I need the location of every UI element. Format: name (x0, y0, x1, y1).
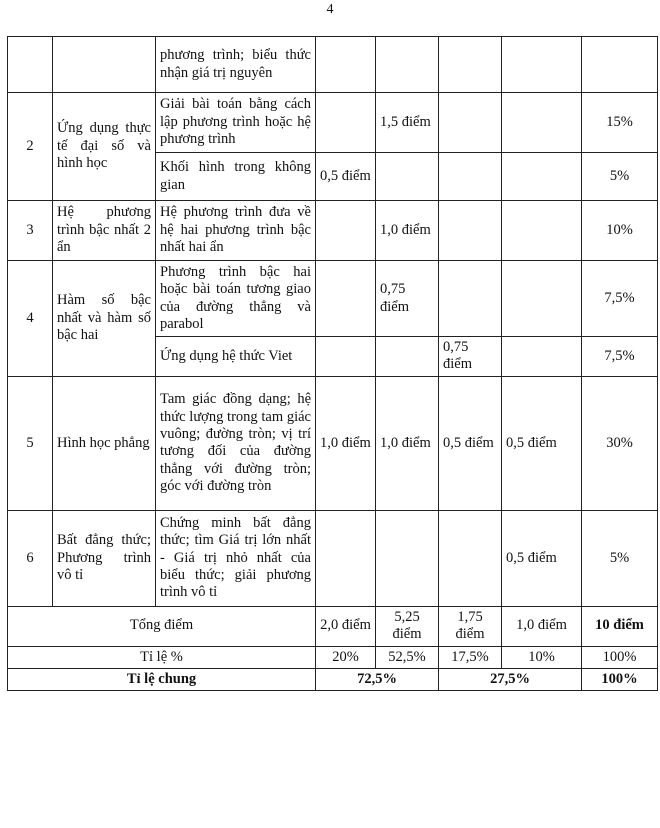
score-cell: 2,0 điểm (316, 606, 376, 646)
table-row (8, 510, 658, 606)
row-topic: phương trình; biểu thức nhận giá trị nguyên (156, 37, 316, 93)
percent-cell: 30% (582, 376, 658, 510)
row-topic: Hệ phương trình đưa về hệ hai phương trình bậc nhất hai ẩn (156, 201, 316, 261)
score-cell: 0,5 điểm (502, 376, 582, 510)
overall-left: 72,5% (316, 668, 439, 690)
score-cell: 1,75 điểm (439, 606, 502, 646)
overall-label: Tỉ lệ chung (8, 668, 316, 690)
percent-cell: 5% (582, 510, 658, 606)
score-cell: 0,5 điểm (316, 153, 376, 201)
overall-right: 27,5% (439, 668, 582, 690)
row-title: Hàm số bậc nhất và hàm số bậc hai (53, 261, 156, 377)
overall-row (8, 668, 658, 690)
score-cell: 0,75 điểm (376, 261, 439, 337)
score-cell: 1,0 điểm (316, 376, 376, 510)
ratio-cell: 10% (502, 646, 582, 668)
score-cell: 0,5 điểm (502, 510, 582, 606)
row-title: Bất đẳng thức; Phương trình vô tỉ (53, 510, 156, 606)
row-number: 3 (8, 201, 53, 261)
percent-cell: 10% (582, 201, 658, 261)
ratio-label: Tỉ lệ % (8, 646, 316, 668)
row-topic: Phương trình bậc hai hoặc bài toán tương giao của đường thẳng và parabol (156, 261, 316, 337)
totals-row (8, 606, 658, 646)
row-number: 2 (8, 93, 53, 201)
row-title: Hình học phẳng (53, 376, 156, 510)
row-topic: Khối hình trong không gian (156, 153, 316, 201)
score-cell: 5,25 điểm (376, 606, 439, 646)
score-cell: 0,75 điểm (439, 337, 502, 377)
row-number: 4 (8, 261, 53, 377)
overall-total: 100% (582, 668, 658, 690)
row-number: 5 (8, 376, 53, 510)
row-topic: Chứng minh bất đẳng thức; tìm Giá trị lớn nhất - Giá trị nhỏ nhất của biểu thức; giải phương trình vô tỉ (156, 510, 316, 606)
table-row (8, 37, 658, 93)
row-number: 6 (8, 510, 53, 606)
row-topic: Giải bài toán bằng cách lập phương trình hoặc hệ phương trình (156, 93, 316, 153)
percent-cell: 5% (582, 153, 658, 201)
table-row (8, 376, 658, 510)
percent-cell: 7,5% (582, 337, 658, 377)
ratio-cell: 17,5% (439, 646, 502, 668)
score-cell: 1,5 điểm (376, 93, 439, 153)
row-title: Ứng dụng thực tế đại số và hình học (53, 93, 156, 201)
table-row (8, 93, 658, 153)
score-cell: 1,0 điểm (502, 606, 582, 646)
percent-cell: 15% (582, 93, 658, 153)
score-matrix-table (7, 36, 658, 691)
table-row (8, 261, 658, 337)
score-cell: 1,0 điểm (376, 201, 439, 261)
score-cell: 1,0 điểm (376, 376, 439, 510)
ratio-row (8, 646, 658, 668)
row-title: Hệ phương trình bậc nhất 2 ẩn (53, 201, 156, 261)
ratio-cell: 20% (316, 646, 376, 668)
totals-label: Tổng điểm (8, 606, 316, 646)
page-number: 4 (326, 2, 334, 17)
table-row (8, 201, 658, 261)
row-topic: Ứng dụng hệ thức Viet (156, 337, 316, 377)
score-cell: 0,5 điểm (439, 376, 502, 510)
row-number (8, 37, 53, 93)
row-topic: Tam giác đồng dạng; hệ thức lượng trong tam giác vuông; đường tròn; vị trí tương đối của đường thẳng với đường tròn; góc với đường tròn (156, 376, 316, 510)
total-points: 10 điểm (582, 606, 658, 646)
ratio-total: 100% (582, 646, 658, 668)
ratio-cell: 52,5% (376, 646, 439, 668)
row-title (53, 37, 156, 93)
percent-cell: 7,5% (582, 261, 658, 337)
